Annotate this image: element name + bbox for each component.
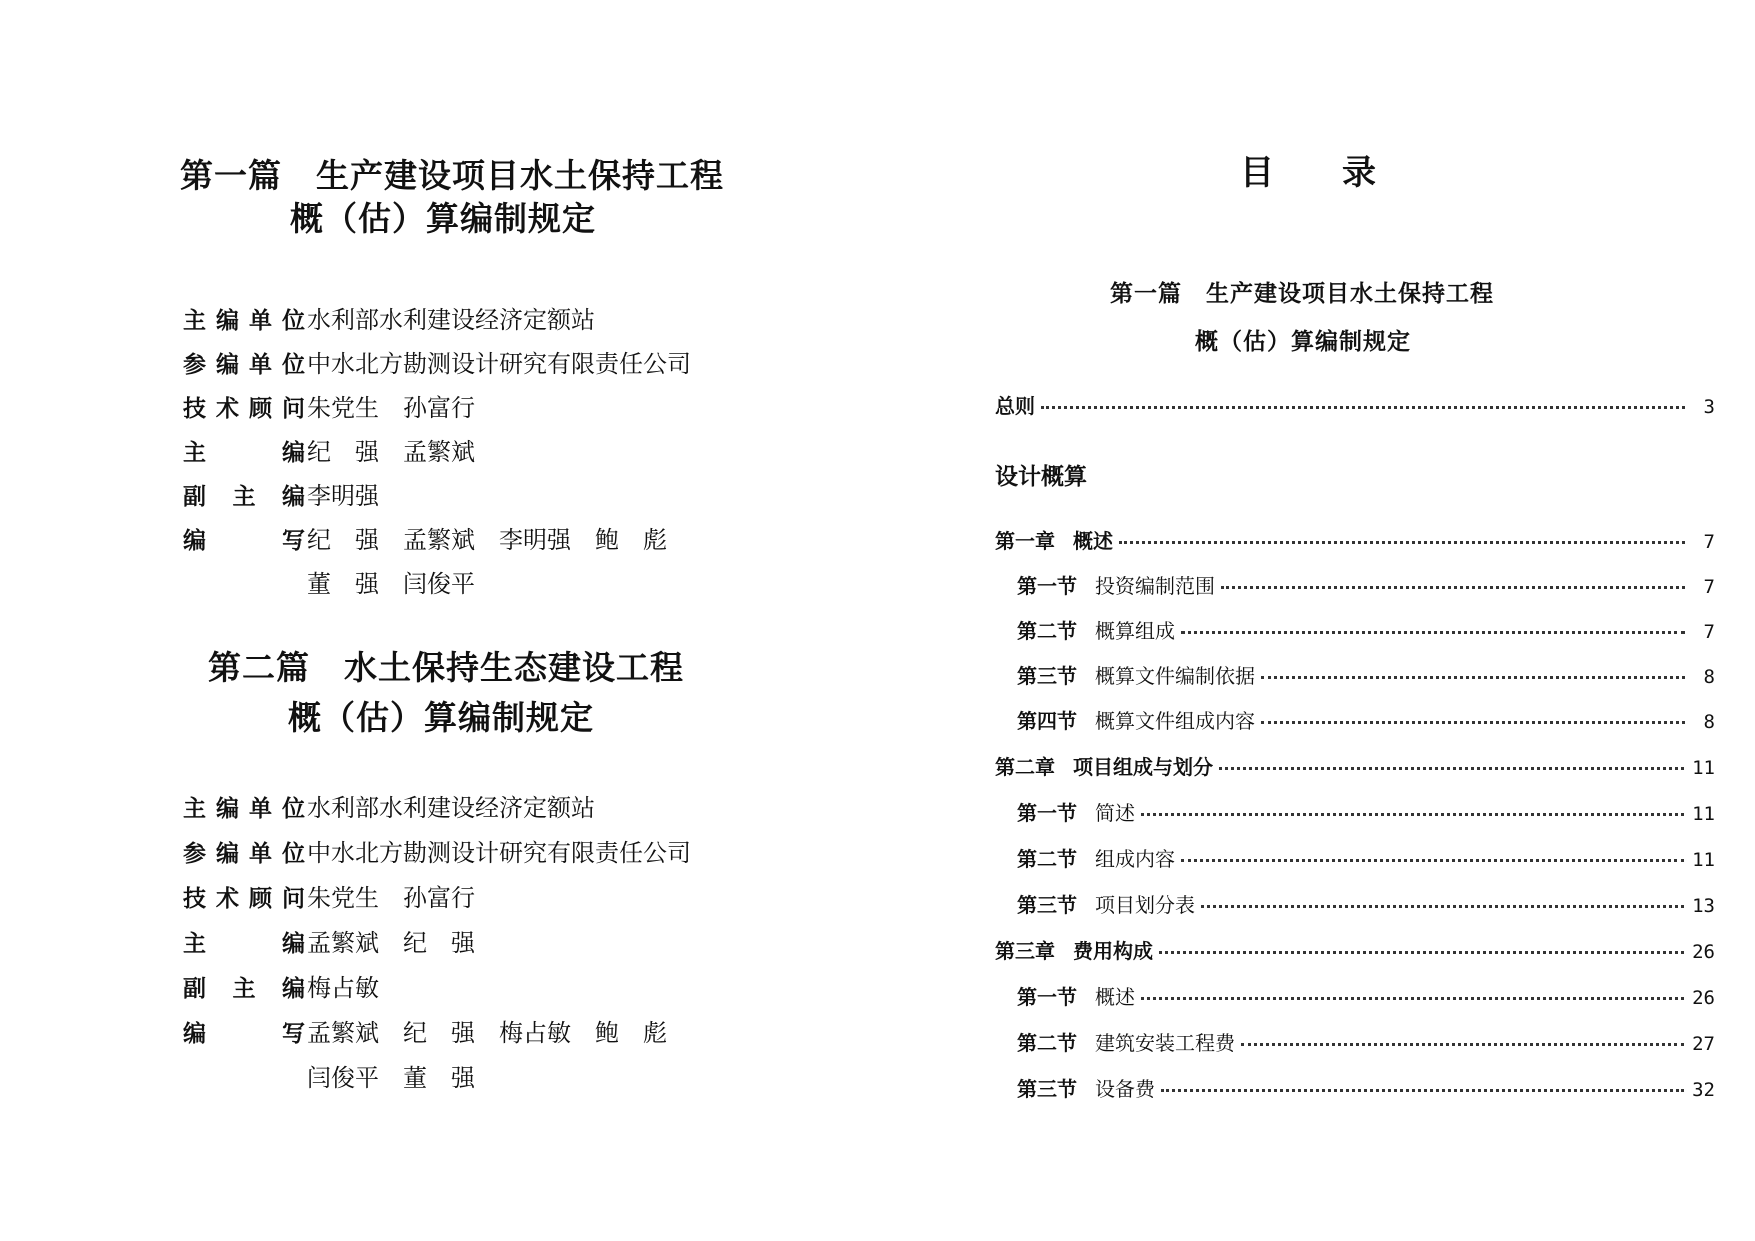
toc-page-number: 7 [1703,531,1715,553]
credit-row [183,968,691,1013]
credit-value: 孟繁斌 纪 强 梅占敏 鲍 彪 [307,1019,667,1047]
toc-leader [1159,929,1684,954]
toc-page-number: 11 [1692,803,1715,825]
credit-row [183,432,691,476]
credit-value: 梅占敏 [307,974,379,1002]
toc-entry-title: 项目组成与划分 [1073,755,1213,779]
toc-entry-title: 投资编制范围 [1095,574,1215,598]
credit-row [183,1013,691,1058]
toc-entry-number: 第三节 [1017,664,1077,688]
toc-part-title-line1: 第一篇 生产建设项目水土保持工程 [1110,280,1494,307]
toc-entry[interactable] [1017,841,1715,872]
toc-page-number: 11 [1692,849,1715,871]
toc-entry[interactable] [1017,613,1715,644]
toc-leader [1241,1021,1684,1046]
toc-leader [1119,519,1685,544]
toc-entry-title: 总则 [995,394,1035,418]
toc-entry-title: 设备费 [1095,1077,1155,1101]
toc-section-heading: 设计概算 [995,463,1087,490]
toc-title: 目 录 [1240,153,1376,193]
credit-label: 编 写 [183,1020,305,1047]
toc-entry-number: 第三章 [995,939,1055,963]
credit-row [183,1058,691,1103]
toc-entry-number: 第二章 [995,755,1055,779]
toc-leader [1181,609,1685,634]
credit-label: 主编单位 [183,307,305,334]
credit-value: 朱党生 孙富行 [307,884,475,912]
credit-row [183,564,691,608]
credit-value: 水利部水利建设经济定额站 [307,306,595,334]
toc-entry-number: 第四节 [1017,709,1077,733]
part2-title-line1: 第二篇 水土保持生态建设工程 [208,648,684,687]
toc-entry-title: 建筑安装工程费 [1095,1031,1235,1055]
toc-entry-number: 第一节 [1017,985,1077,1009]
credit-label: 技术顾问 [183,395,305,422]
right-page-toc [900,0,1755,1241]
credit-value: 朱党生 孙富行 [307,394,475,422]
credit-row [183,388,691,432]
toc-entry-number: 第一节 [1017,801,1077,825]
toc-leader [1141,975,1684,1000]
credit-value: 纪 强 孟繁斌 李明强 鲍 彪 [307,526,667,554]
credit-value: 李明强 [307,482,379,510]
credit-label: 主 编 [183,439,305,466]
part1-credits [183,300,691,608]
credit-row [183,300,691,344]
credit-row [183,788,691,833]
toc-leader [1261,699,1685,724]
part1-title-line2: 概（估）算编制规定 [290,199,596,238]
toc-page-number: 8 [1703,711,1715,733]
toc-entry-title: 概述 [1073,529,1113,553]
toc-leader [1041,384,1685,409]
toc-entry-title: 费用构成 [1073,939,1153,963]
credit-value: 中水北方勘测设计研究有限责任公司 [307,839,691,867]
toc-entry[interactable] [1017,887,1715,918]
toc-entry-title: 组成内容 [1095,847,1175,871]
toc-entry-title: 概算文件编制依据 [1095,664,1255,688]
toc-entry-number: 第一节 [1017,574,1077,598]
credit-value: 水利部水利建设经济定额站 [307,794,595,822]
toc-entry[interactable] [1017,1071,1715,1102]
credit-label: 主 编 [183,930,305,957]
toc-entry[interactable] [995,749,1715,780]
credit-row [183,344,691,388]
toc-leader [1161,1067,1684,1092]
toc-entry-number: 第二节 [1017,619,1077,643]
credit-value: 闫俊平 董 强 [307,1064,475,1092]
toc-leader [1221,564,1685,589]
toc-leader [1181,837,1684,862]
toc-entry[interactable] [1017,1025,1715,1056]
toc-page-number: 3 [1703,396,1715,418]
toc-page-number: 26 [1692,941,1715,963]
toc-entry[interactable] [995,933,1715,964]
credit-label: 技术顾问 [183,885,305,912]
credit-label: 主编单位 [183,795,305,822]
credit-value: 纪 强 孟繁斌 [307,438,475,466]
part1-title-line1: 第一篇 生产建设项目水土保持工程 [180,156,724,195]
toc-page-number: 7 [1703,576,1715,598]
credit-label: 参编单位 [183,840,305,867]
credit-row [183,923,691,968]
toc-entry-number: 第三节 [1017,893,1077,917]
toc-leader [1261,654,1685,679]
credit-row [183,520,691,564]
toc-entry-title: 项目划分表 [1095,893,1195,917]
toc-leader [1141,791,1684,816]
toc-entry-number: 第三节 [1017,1077,1077,1101]
credit-label: 副主编 [183,975,305,1002]
credit-value: 孟繁斌 纪 强 [307,929,475,957]
toc-leader [1219,745,1684,770]
credit-value: 中水北方勘测设计研究有限责任公司 [307,350,691,378]
toc-page-number: 26 [1692,987,1715,1009]
credit-row [183,476,691,520]
credit-label: 副主编 [183,483,305,510]
toc-entry-title: 简述 [1095,801,1135,825]
toc-part-title-line2: 概（估）算编制规定 [1195,328,1411,355]
toc-entry[interactable] [1017,703,1715,734]
toc-page-number: 27 [1692,1033,1715,1055]
toc-page-number: 8 [1703,666,1715,688]
credit-row [183,878,691,923]
credit-row [183,833,691,878]
toc-page-number: 32 [1692,1079,1715,1101]
toc-entry-title: 概算文件组成内容 [1095,709,1255,733]
toc-entry-number: 第二节 [1017,847,1077,871]
credit-label: 参编单位 [183,351,305,378]
toc-entry-number: 第一章 [995,529,1055,553]
toc-entry[interactable] [995,388,1715,419]
toc-entry[interactable] [1017,979,1715,1010]
toc-entry-title: 概算组成 [1095,619,1175,643]
credit-value: 董 强 闫俊平 [307,570,475,598]
toc-page-number: 13 [1692,895,1715,917]
toc-leader [1201,883,1684,908]
toc-entry[interactable] [1017,795,1715,826]
toc-entry-title: 概述 [1095,985,1135,1009]
toc-entry[interactable] [995,523,1715,554]
toc-page-number: 11 [1692,757,1715,779]
part2-title-line2: 概（估）算编制规定 [288,698,594,737]
toc-page-number: 7 [1703,621,1715,643]
toc-entry[interactable] [1017,568,1715,599]
credit-label: 编 写 [183,527,305,554]
part2-credits [183,788,691,1103]
toc-entry-number: 第二节 [1017,1031,1077,1055]
toc-entry[interactable] [1017,658,1715,689]
